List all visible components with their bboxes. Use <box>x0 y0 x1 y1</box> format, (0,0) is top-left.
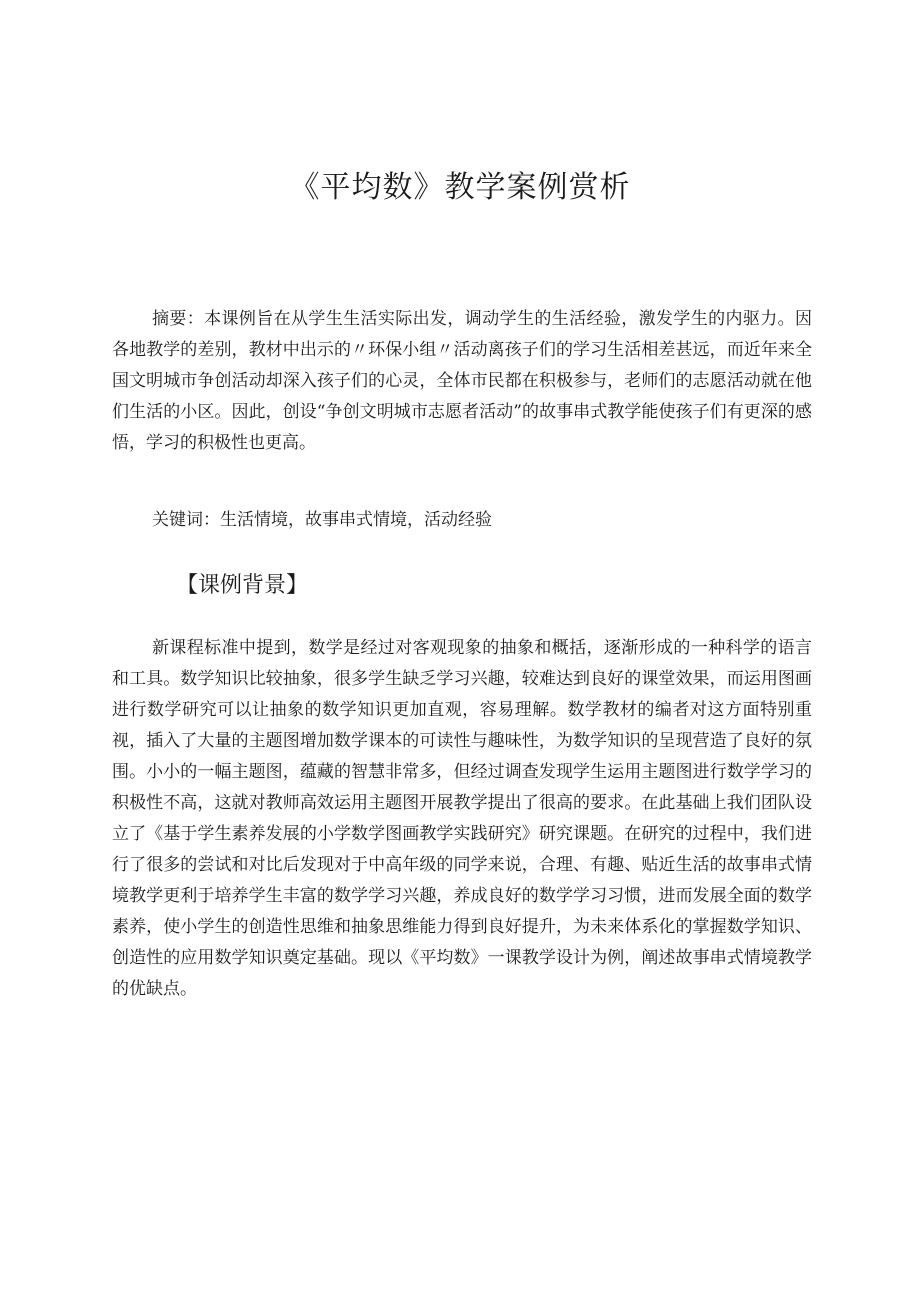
section-heading-background: 【课例背景】 <box>176 573 309 598</box>
document-title: 《平均数》教学案例赏析 <box>289 170 631 205</box>
abstract-paragraph: 摘要：本课例旨在从学生生活实际出发，调动学生的生活经验，激发学生的内驱力。因各地教学的差别，教材中出示的〃环保小组〃活动离孩子们的学习生活相差甚远，而近年来全国文明城市争创活动却深入孩子们的心灵，全体市民都在积极参与，老师们的志愿活动就在他们生活的小区。因此，创设“争创文明城市志愿者活动”的故事串式教学能使孩子们有更深的感悟，学习的积极性也更高。 <box>112 309 812 453</box>
background-paragraph: 新课程标准中提到，数学是经过对客观现象的抽象和概括，逐渐形成的一种科学的语言和工具。数学知识比较抽象，很多学生缺乏学习兴趣，较难达到良好的课堂效果，而运用图画进行数学研究可以让抽象的数学知识更加直观，容易理解。数学教材的编者对这方面特别重视，插入了大量的主题图增加数学课本的可读性与趣味性，为数学知识的呈现营造了良好的氛围。小小的一幅主题图，蕴藏的智慧非常多，但经过调查发现学生运用主题图进行数学学习的积极性不高，这就对教师高效运用主题图开展教学提出了很高的要求。在此基础上我们团队设立了《基于学生素养发展的小学数学图画教学实践研究》研究课题。在研究的过程中，我们进行了很多的尝试和对比后发现对于中高年级的同学来说，合理、有趣、贴近生活的故事串式情境教学更利于培养学生丰富的数学学习兴趣，养成良好的数学学习习惯，进而发展全面的数学素养，使小学生的创造性思维和抽象思维能力得到良好提升，为未来体系化的掌握数学知识、创造性的应用数学知识奠定基础。现以《平均数》一课教学设计为例，阐述故事串式情境教学的优缺点。 <box>112 638 812 999</box>
keywords-paragraph: 关键词：生活情境，故事串式情境，活动经验 <box>152 510 492 530</box>
